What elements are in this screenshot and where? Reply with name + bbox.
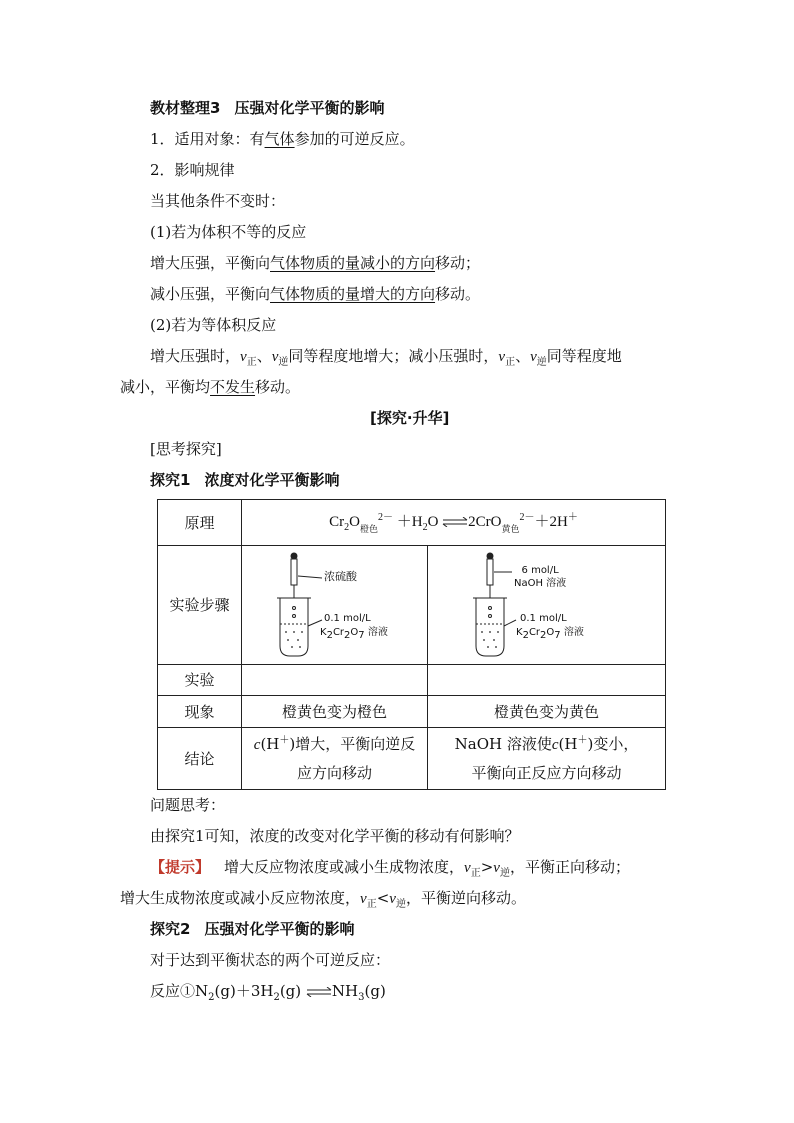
left-conc-label: 0.1 mol/L bbox=[324, 613, 371, 624]
explore2-heading: 探究2 压强对化学平衡的影响 bbox=[150, 920, 355, 938]
question-label: 问题思考： bbox=[150, 796, 226, 814]
left-tube-cell bbox=[242, 546, 428, 665]
underlined-term: 气体 bbox=[264, 130, 295, 148]
row-header-conclusion: 结论 bbox=[158, 728, 242, 790]
table-row bbox=[158, 696, 666, 728]
case2-line: (2)若为等体积反应 bbox=[150, 316, 277, 334]
item-applicable: 1．适用对象：有气体参加的可逆反应。 bbox=[150, 130, 415, 148]
equilibrium-arrow-icon bbox=[306, 982, 332, 1002]
phenomenon-left: 橙黄色变为橙色 bbox=[242, 696, 428, 728]
equilibrium-arrow-icon bbox=[442, 509, 468, 537]
table-row bbox=[158, 546, 666, 665]
increase-pressure-line: 增大压强，平衡向气体物质的量减小的方向移动； bbox=[150, 254, 481, 272]
left-reagent-label: 浓硫酸 bbox=[324, 570, 357, 583]
reaction-equation: $Cr_2O_{橙色}^{2-} +H_2O$ 2CrO$_{黄色}^{2-}$＋2H＋ bbox=[242, 500, 666, 546]
hint-line1: 【提示】 增大反应物浓度或减小生成物浓度，$v_正>v_逆$，平衡正向移动； bbox=[150, 858, 630, 879]
section-heading bbox=[150, 98, 384, 118]
hint-line2: 增大生成物浓度或减小反应物浓度，$v_正<v_逆$，平衡逆向移动。 bbox=[120, 889, 526, 910]
right-reagent-label: 6 mol/L NaOH 溶液 bbox=[514, 565, 567, 589]
decrease-pressure-line: 减小压强，平衡向气体物质的量增大的方向移动。 bbox=[150, 285, 481, 303]
table-row bbox=[158, 500, 666, 546]
case1-line: (1)若为体积不等的反应 bbox=[150, 223, 307, 241]
left-solution-label: $K_2Cr_2O_7$ 溶液 bbox=[320, 627, 388, 641]
question-text: 由探究1可知，浓度的改变对化学平衡的移动有何影响？ bbox=[150, 827, 520, 845]
conclusion-right: NaOH 溶液使c(H＋)变小， 平衡向正反应方向移动 bbox=[428, 728, 666, 790]
row-header-principle: 原理 bbox=[158, 500, 242, 546]
table-row bbox=[158, 728, 666, 790]
pair-line: 对于达到平衡状态的两个可逆反应： bbox=[150, 951, 391, 969]
heading-label: 教材整理3 bbox=[150, 99, 221, 117]
right-solution-label: $K_2Cr_2O_7$ 溶液 bbox=[516, 627, 584, 641]
right-tube-cell bbox=[428, 546, 666, 665]
equal-volume-line2: 减小，平衡均不发生移动。 bbox=[120, 378, 301, 396]
condition-line: 当其他条件不变时： bbox=[150, 192, 286, 210]
section-explore-upgrade: [探究·升华] bbox=[370, 409, 450, 427]
test-tube-dropper-left-icon bbox=[242, 546, 428, 664]
reaction1-line: 反应$①N_2(g)+3H_2(g)$ $NH_3(g)$ bbox=[150, 982, 386, 1003]
explore1-heading: 探究1 浓度对化学平衡影响 bbox=[150, 471, 340, 489]
item-rules: 2．影响规律 bbox=[150, 161, 235, 179]
heading-title: 压强对化学平衡的影响 bbox=[234, 99, 385, 117]
phenomenon-right: 橙黄色变为黄色 bbox=[428, 696, 666, 728]
row-header-experiment: 实验 bbox=[158, 665, 242, 696]
equal-volume-line1: 增大压强时，$v_正$、$v_逆$同等程度地增大；减小压强时，$v_正$、$v_逆$同等程度地 bbox=[150, 347, 622, 368]
row-header-steps: 实验步骤 bbox=[158, 546, 242, 665]
conclusion-left: c(H＋)增大，平衡向逆反 应方向移动 bbox=[242, 728, 428, 790]
table-row bbox=[158, 665, 666, 696]
experiment-table bbox=[157, 499, 666, 790]
right-conc-label: 0.1 mol/L bbox=[520, 613, 567, 624]
hint-tag: 【提示】 bbox=[150, 858, 211, 876]
row-header-phenomenon: 现象 bbox=[158, 696, 242, 728]
think-explore-label: [思考探究] bbox=[150, 440, 222, 458]
